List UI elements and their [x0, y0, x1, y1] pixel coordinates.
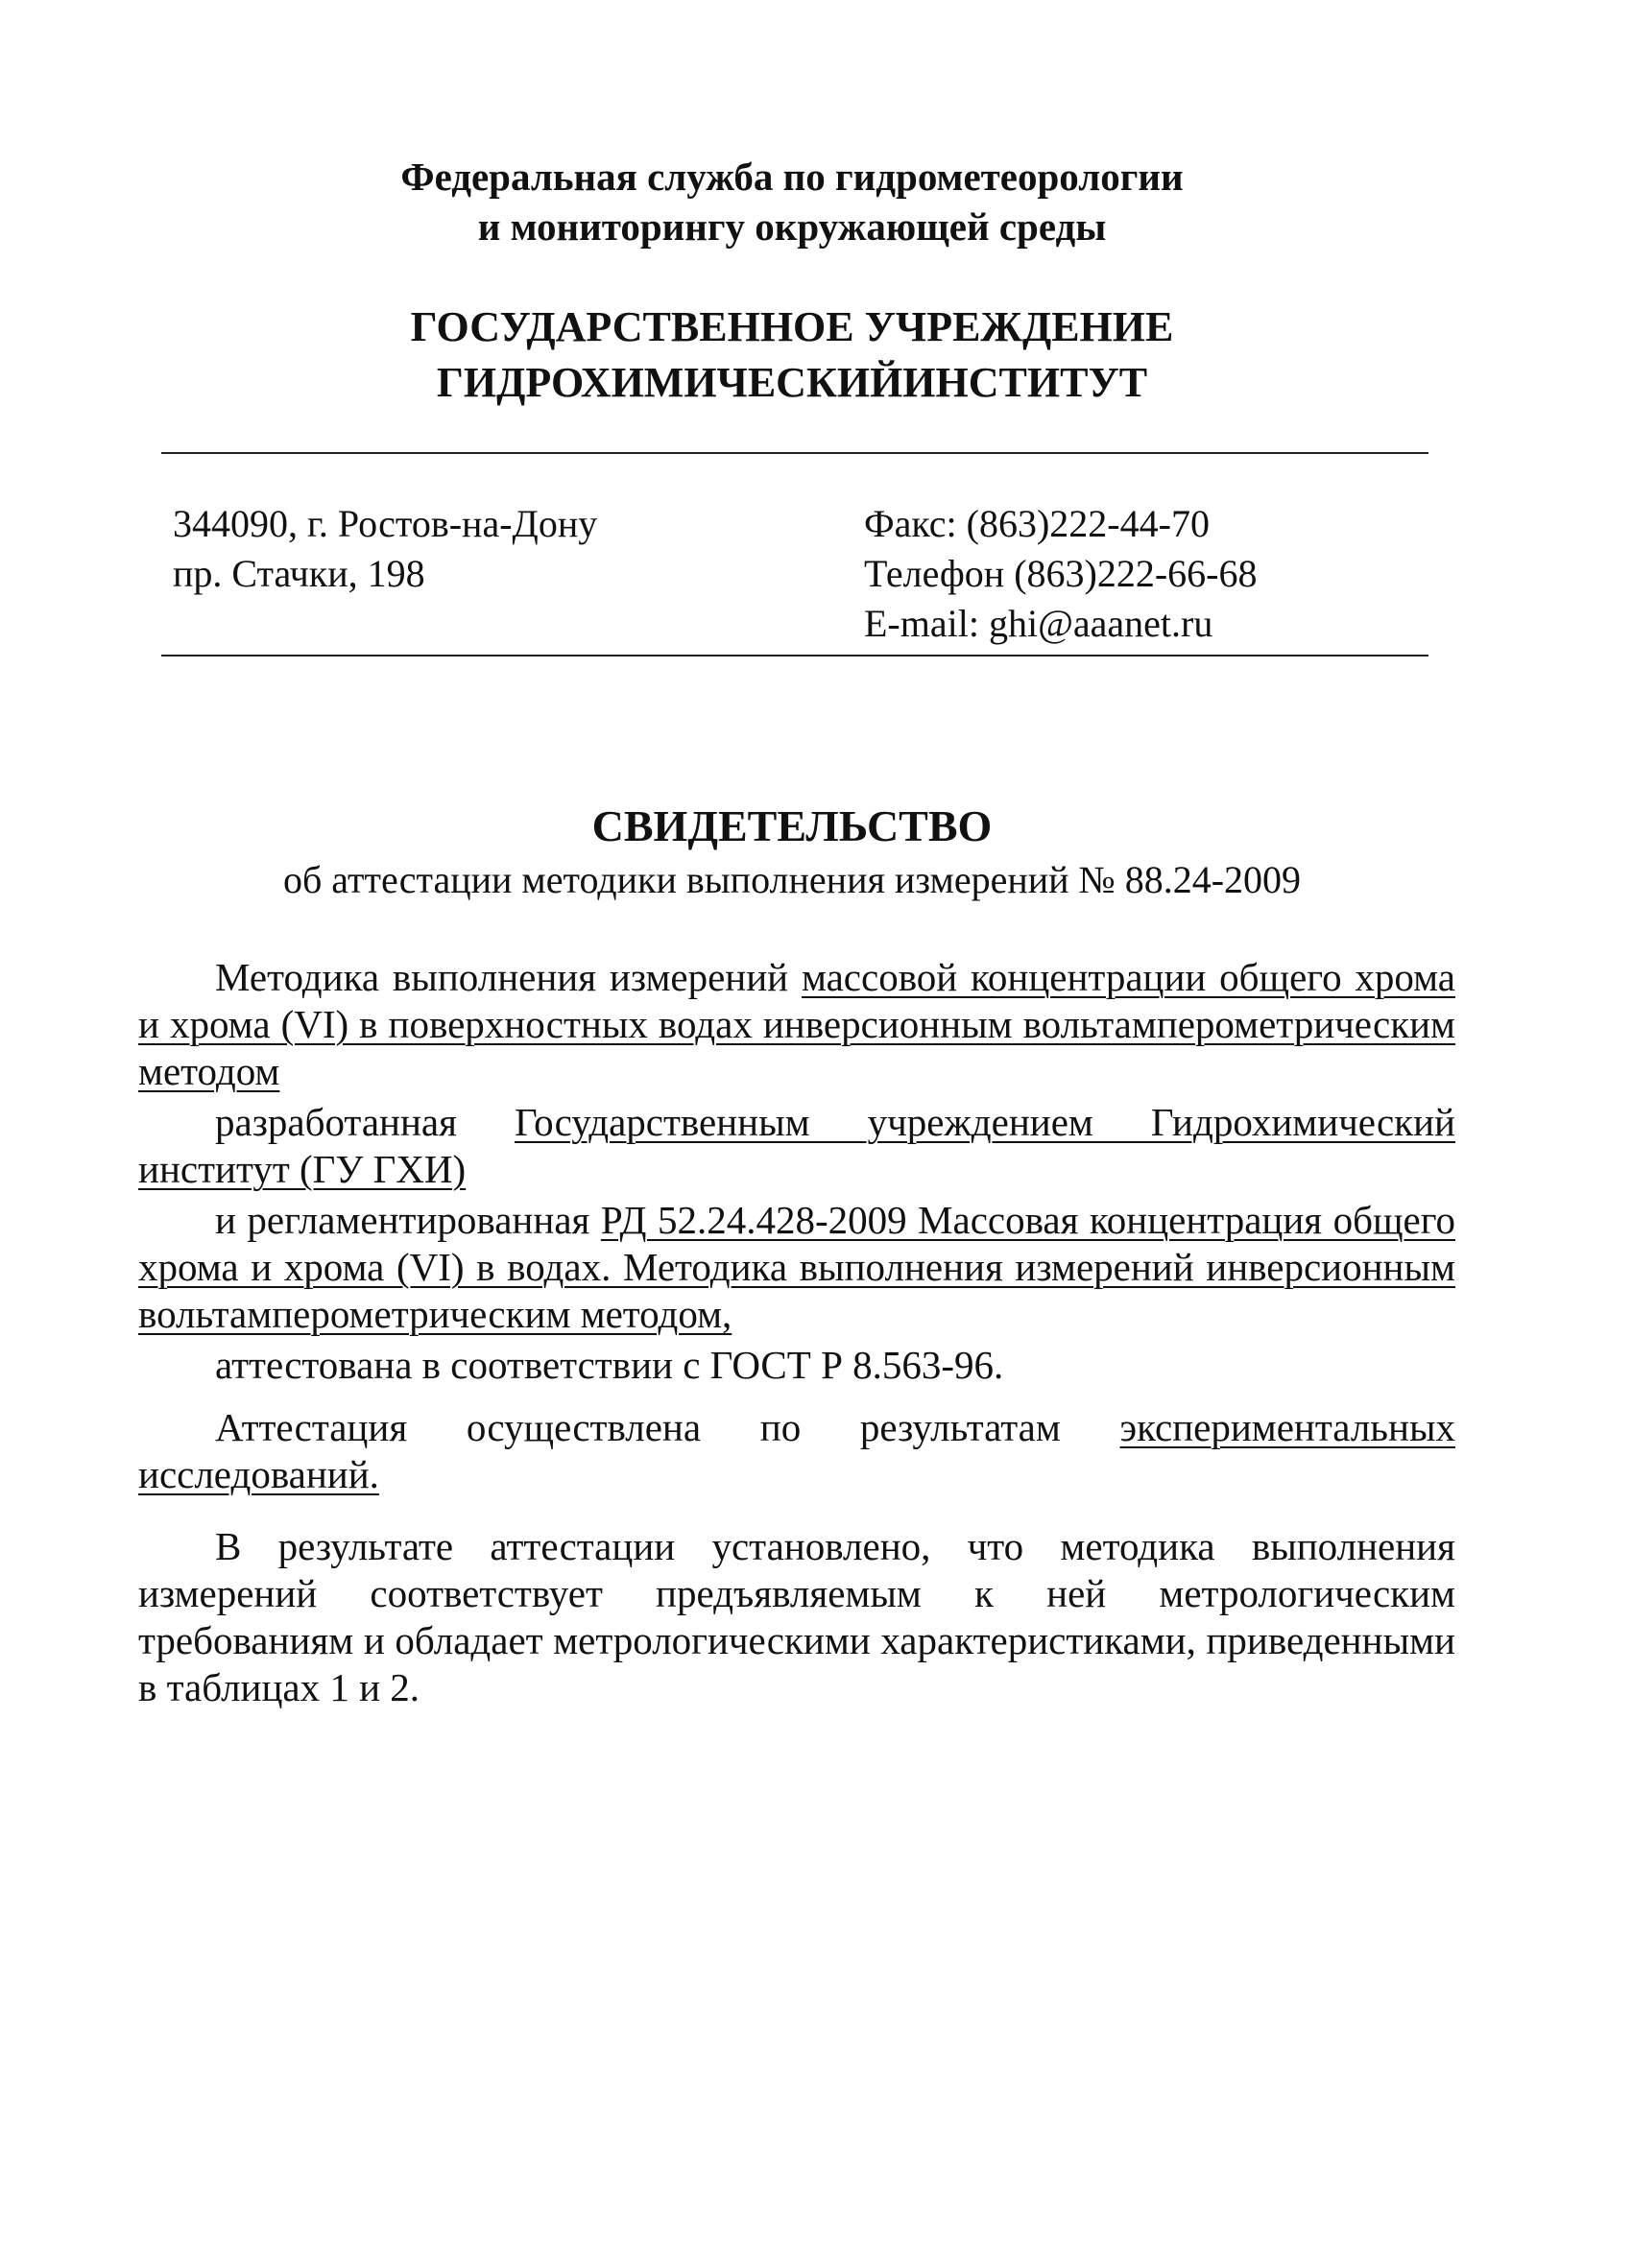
institution-line-1: ГОСУДАРСТВЕННОЕ УЧРЕЖДЕНИЕ: [410, 303, 1174, 350]
regulation-document: РД 52.24.428-2009 Массовая концентрация общего хрома и хрома (VI) в водах. Методика выполнения измерений инверсионным вольтамперометрическим методом,: [138, 1198, 1456, 1336]
paragraph-conclusion: В результате аттестации установлено, что методика выполнения измерений соответствует предъявляемым к ней метрологическим требованиям и обладает метрологическими характеристиками, приведенными в таблицах 1 и 2.: [138, 1524, 1455, 1709]
institution-name: [0, 299, 1584, 411]
paragraph-regulation: [138, 1197, 1455, 1338]
header-divider-bottom: [161, 655, 1428, 657]
paragraph-standard: аттестована в соответствии с ГОСТ Р 8.563-96.: [215, 1343, 1004, 1387]
address-line-1: 344090, г. Ростов-на-Дону: [173, 502, 598, 545]
address-line-2: пр. Стачки, 198: [173, 552, 425, 595]
certificate-title: СВИДЕТЕЛЬСТВО: [591, 801, 993, 850]
method-prefix: Методика выполнения измерений: [215, 955, 802, 999]
certificate-body: [138, 954, 1455, 1711]
contact-block: [864, 499, 1257, 649]
basis-text: экспериментальных исследований.: [138, 1405, 1455, 1496]
method-subject: массовой концентрации общего хрома и хрома (VI) в поверхностных водах инверсионным вольтамперометрическим методом: [138, 955, 1455, 1093]
agency-line-2: и мониторингу окружающей среды: [477, 204, 1107, 249]
agency-name: [0, 152, 1584, 251]
developer-name: Государственным учреждением Гидрохимический институт (ГУ ГХИ): [138, 1100, 1455, 1191]
regulation-prefix: и регламентированная: [215, 1198, 601, 1242]
basis-prefix: Аттестация осуществлена по результатам: [215, 1405, 1120, 1449]
paragraph-developer: [138, 1099, 1455, 1193]
agency-line-1: Федеральная служба по гидрометеорологии: [400, 155, 1184, 199]
fax-number: Факс: (863)222-44-70: [864, 502, 1210, 545]
email-address: E-mail: ghi@aaanet.ru: [864, 602, 1213, 645]
header-divider-top: [161, 452, 1428, 454]
institution-line-2: ГИДРОХИМИЧЕСКИЙИНСТИТУТ: [436, 359, 1148, 406]
certificate-subtitle: об аттестации методики выполнения измерений № 88.24-2009: [282, 858, 1302, 901]
phone-number: Телефон (863)222-66-68: [864, 552, 1258, 595]
developer-prefix: разработанная: [215, 1100, 516, 1144]
paragraph-method: [138, 954, 1455, 1095]
address-block: [173, 499, 597, 599]
paragraph-basis: [138, 1404, 1455, 1498]
